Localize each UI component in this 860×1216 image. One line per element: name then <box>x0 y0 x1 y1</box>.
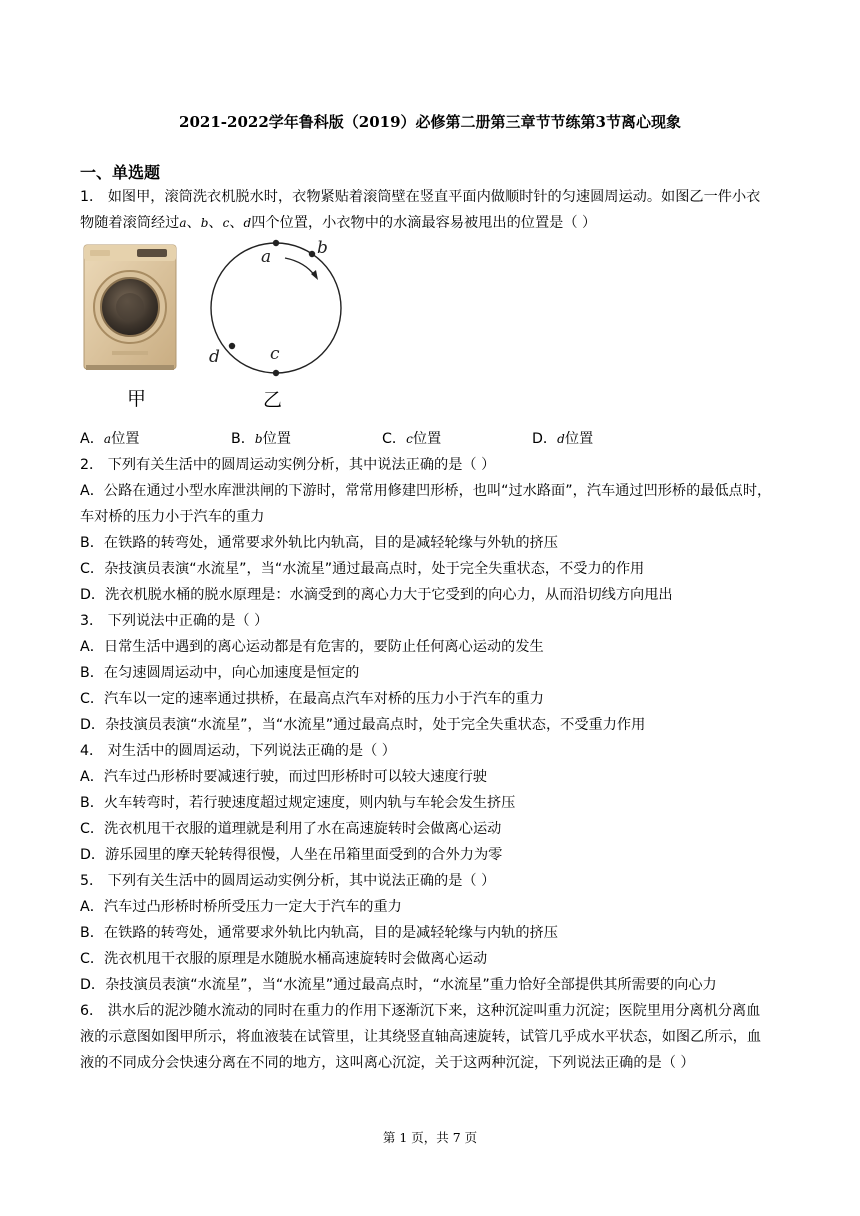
point-marker-c <box>273 370 279 376</box>
figure-label-jia: 甲 <box>127 388 147 410</box>
svg-text:a: a <box>261 247 272 267</box>
point-marker-a <box>273 240 279 246</box>
page-title: 2021-2022学年鲁科版（2019）必修第二册第三章节节练第3节离心现象 <box>179 113 681 131</box>
text-line: C．洗衣机甩干衣服的原理是水随脱水桶高速旋转时会做离心运动 <box>80 951 488 967</box>
washing-machine-figure <box>82 243 178 373</box>
text-line: C．洗衣机甩干衣服的道理就是利用了水在高速旋转时会做离心运动 <box>80 821 502 837</box>
text-line: 4． 对生活中的圆周运动，下列说法正确的是（ ） <box>80 743 396 759</box>
text-line: C．杂技演员表演“水流星”，当“水流星”通过最高点时，处于完全失重状态，不受力的作用 <box>80 561 645 577</box>
text-line: B．在铁路的转弯处，通常要求外轨比内轨高，目的是减轻轮缘与内轨的挤压 <box>80 925 558 941</box>
text-line: C．汽车以一定的速率通过拱桥，在最高点汽车对桥的压力小于汽车的重力 <box>80 691 544 707</box>
text-line: B．火车转弯时，若行驶速度超过规定速度，则内轨与车轮会发生挤压 <box>80 795 516 811</box>
text-line: A．日常生活中遇到的离心运动都是有危害的，要防止任何离心运动的发生 <box>80 639 544 655</box>
text-line: B．在匀速圆周运动中，向心加速度是恒定的 <box>80 665 360 681</box>
section-heading: 一、单选题 <box>80 163 161 182</box>
point-marker-d <box>229 343 235 349</box>
point-marker-b <box>309 251 315 257</box>
option-a: A．a位置 <box>80 431 140 447</box>
text-line: 车对桥的压力小于汽车的重力 <box>80 509 265 525</box>
text-line: A．汽车过凸形桥时桥所受压力一定大于汽车的重力 <box>80 899 402 915</box>
svg-text:d: d <box>209 347 220 367</box>
text-line: D．游乐园里的摩天轮转得很慢，人坐在吊箱里面受到的合外力为零 <box>80 847 503 863</box>
text-line: 5． 下列有关生活中的圆周运动实例分析，其中说法正确的是（ ） <box>80 873 496 889</box>
text-line: 2． 下列有关生活中的圆周运动实例分析，其中说法正确的是（ ） <box>80 457 496 473</box>
text-line: D．杂技演员表演“水流星”，当“水流星”通过最高点时，处于完全失重状态，不受重力作用 <box>80 717 646 733</box>
text-line: 6． 洪水后的泥沙随水流动的同时在重力的作用下逐渐沉下来，这种沉淀叫重力沉淀；医院里用分离机分离血 <box>80 1003 761 1019</box>
text-line: D．杂技演员表演“水流星”，当“水流星”通过最高点时，“水流星”重力恰好全部提供其所需要的向心力 <box>80 977 717 993</box>
option-c: C．c位置 <box>382 431 442 447</box>
circle-motion-figure <box>205 232 350 377</box>
text-line: B．在铁路的转弯处，通常要求外轨比内轨高，目的是减轻轮缘与外轨的挤压 <box>80 535 558 551</box>
option-b: B．b位置 <box>231 431 291 447</box>
text-line: 液的不同成分会快速分离在不同的地方，这叫离心沉淀，关于这两种沉淀，下列说法正确的是（ ） <box>80 1055 695 1071</box>
option-d: D．d位置 <box>532 431 594 447</box>
clockwise-arrow <box>285 258 315 276</box>
question-1-line-1: 1． 如图甲，滚筒洗衣机脱水时，衣物紧贴着滚筒壁在竖直平面内做顺时针的匀速圆周运动。如图乙一件小衣 <box>80 189 761 205</box>
text-line: 液的示意图如图甲所示，将血液装在试管里，让其绕竖直轴高速旋转，试管几乎成水平状态，如图乙所示，血 <box>80 1029 762 1045</box>
figure-label-yi: 乙 <box>263 389 283 411</box>
page-footer: 第 1 页，共 7 页 <box>382 1130 478 1145</box>
text-line: 3． 下列说法中正确的是（ ） <box>80 613 269 629</box>
svg-text:b: b <box>317 238 328 258</box>
text-line: A．汽车过凸形桥时要减速行驶，而过凹形桥时可以较大速度行驶 <box>80 769 487 785</box>
text-line: D．洗衣机脱水桶的脱水原理是：水滴受到的离心力大于它受到的向心力，从而沿切线方向甩出 <box>80 587 673 603</box>
question-1-line-2: 物随着滚筒经过a、b、c、d四个位置，小衣物中的水滴最容易被甩出的位置是（ ） <box>80 215 597 231</box>
svg-text:c: c <box>270 344 280 364</box>
text-line: A．公路在通过小型水库泄洪闸的下游时，常常用修建凹形桥，也叫“过水路面”，汽车通过凹形桥的最低点时， <box>80 483 772 499</box>
